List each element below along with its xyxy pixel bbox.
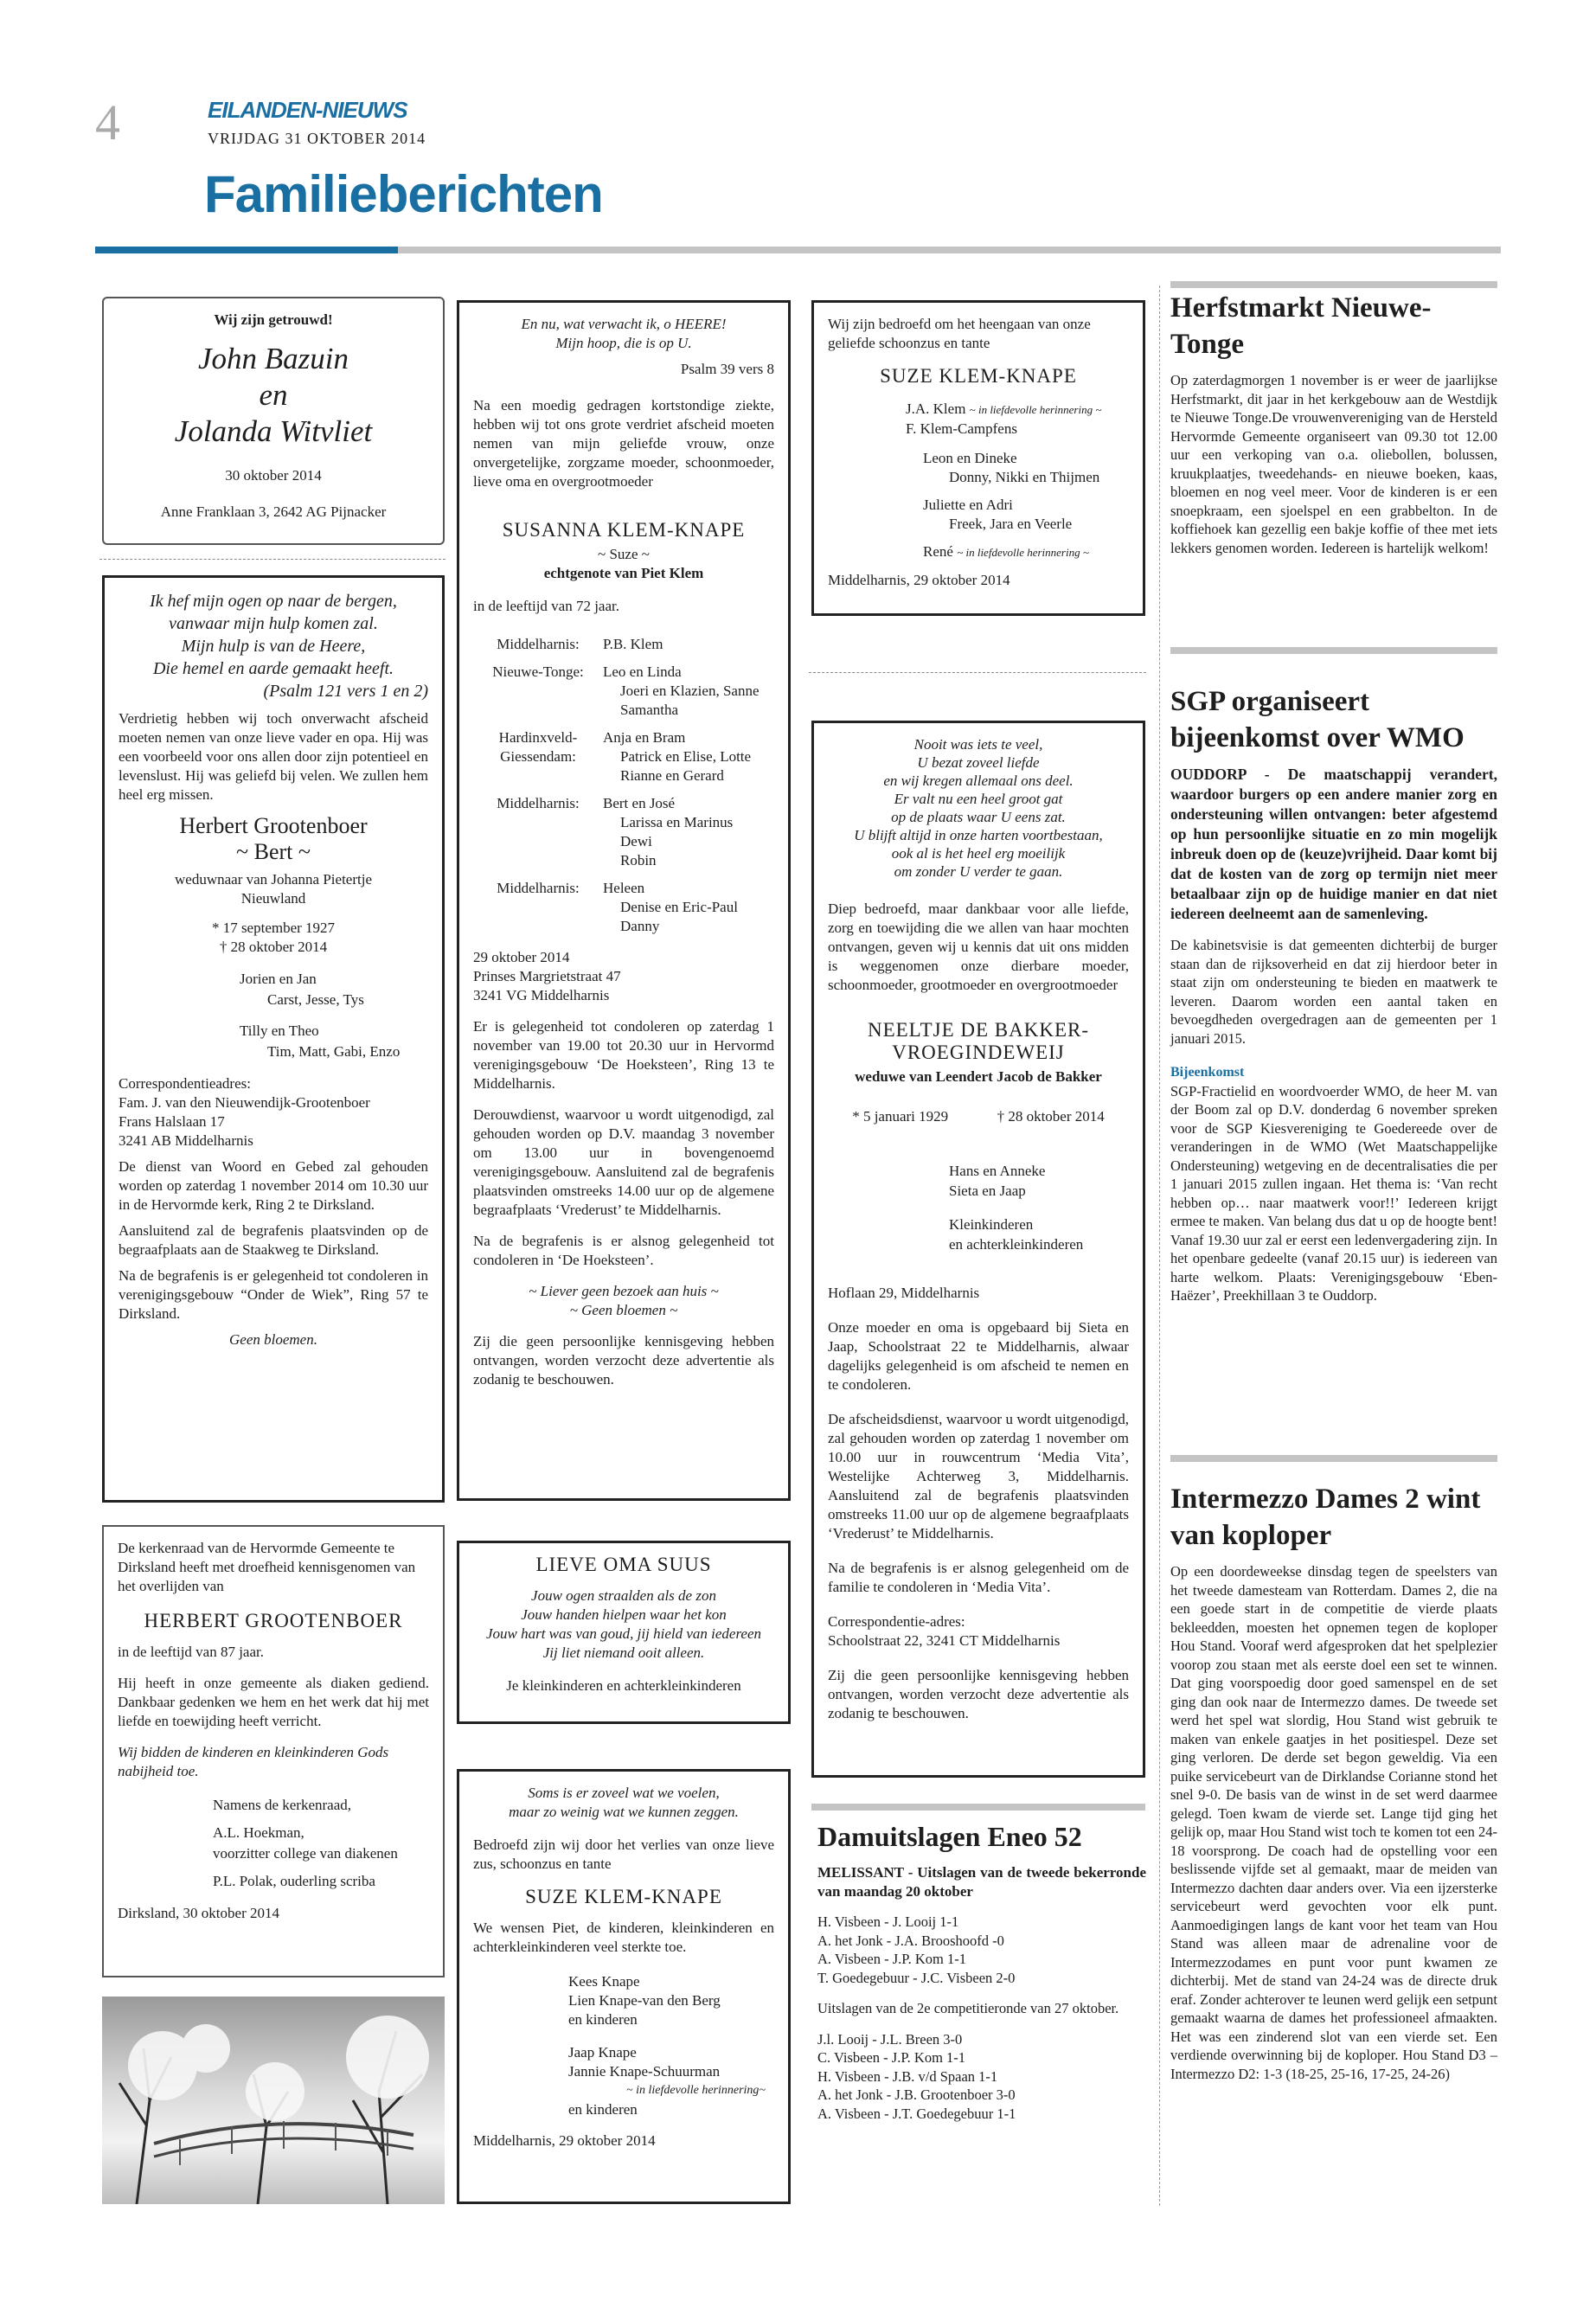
bride-name: Jolanda Witvliet bbox=[174, 414, 373, 448]
bert-nick: ~ Bert ~ bbox=[236, 839, 311, 864]
neeltje-intro: Diep bedroefd, maar dankbaar voor alle liefde, zorg en toewijding die we allen van haar mochten ontvangen, geven wij u kennis dat uit ons midden is weggenomen onze dierbare moeder, schoonmoeder, grootmoeder en overgrootmoeder bbox=[828, 901, 1129, 993]
section-title: Familieberichten bbox=[204, 165, 603, 223]
neeltje-service: De afscheidsdienst, waarvoor u wordt uitgenodigd, zal gehouden worden op zaterdag 1 november om 10.00 uur in rouwcentrum ‘Media Vita’, Westelijke Achterweg 3, Middelharnis. Aansluitend zal de begrafenis plaatsvinden omstreeks 11.00 uur op de algemene begraafplaats ‘Vrederust’ te Middelharnis. bbox=[828, 1411, 1129, 1541]
bert-service: De dienst van Woord en Gebed zal gehouden worden op zaterdag 1 november 2014 om 10.30 uur in de Hervormde kerk, Ring 2 te Dirksland. bbox=[119, 1158, 428, 1213]
bert-family: Jorien en Jan Carst, Jesse, Tys Tilly en Theo Tim, Matt, Gabi, Enzo bbox=[240, 971, 401, 1060]
wedding-date: 30 oktober 2014 bbox=[225, 467, 322, 484]
neeltje-notice: Zij die geen persoonlijke kennisgeving hebben ontvangen, worden verzocht deze advertentie als zodanig te beschouwen. bbox=[828, 1667, 1129, 1721]
dam-rule bbox=[811, 1804, 1145, 1811]
bert-intro: Verdrietig hebben wij toch onverwacht afscheid moeten nemen van onze lieve vader en opa. Hij was een voorbeeld voor ons allen door zijn potentieel en levenslust. Hij was geliefd bij velen. We zullen hem heel erg missen. bbox=[119, 710, 428, 803]
susanna-visit: ~ Liever geen bezoek aan huis ~ ~ Geen bloemen ~ bbox=[529, 1283, 719, 1318]
sgp-rule bbox=[1170, 647, 1497, 654]
wedding-address: Anne Franklaan 3, 2642 AG Pijnacker bbox=[160, 503, 387, 520]
susanna-verse: En nu, wat verwacht ik, o HEERE! Mijn hoop, die is op U. bbox=[521, 316, 727, 351]
kerkenraad-place: Dirksland, 30 oktober 2014 bbox=[118, 1905, 279, 1921]
neeltje-dates: * 5 januari 1929 † 28 oktober 2014 bbox=[852, 1108, 1105, 1125]
oma-ad bbox=[457, 1541, 791, 1724]
oma-verse: Jouw ogen straalden als de zon Jouw handen hielpen waar het kon Jouw hart was van goud, jij hield van iedereen Jij liet niemand ooit alleen. bbox=[485, 1587, 762, 1661]
dames-article bbox=[1170, 1481, 1497, 2083]
susanna-ref: Psalm 39 vers 8 bbox=[680, 361, 774, 377]
suze2-family: J.A. Klem ~ in liefdevolle herinnering ~ F. Klem-Campfens Leon en Dineke Donny, Nikki en Thijmen Juliette en Adri Freek, Jara en Veerle René ~ in liefdevolle herinnering ~ bbox=[906, 401, 1102, 560]
suze2-intro: Wij zijn bedroefd om het heengaan van onze geliefde schoonzus en tante bbox=[828, 316, 1091, 351]
dames-rule bbox=[1170, 1455, 1497, 1462]
kerkenraad-text: Hij heeft in onze gemeente als diaken gediend. Dankbaar gedenken we hem en het werk dat hij met liefde en toewijding heeft verricht. bbox=[118, 1675, 429, 1729]
herfst-title: Herfstmarkt Nieuwe-Tonge bbox=[1170, 292, 1432, 360]
kerkenraad-wish: Wij bidden de kinderen en kleinkinderen Gods nabijheid toe. bbox=[118, 1744, 389, 1779]
kerkenraad-ad bbox=[102, 1525, 445, 1977]
winter-photo bbox=[102, 1997, 445, 2204]
kerkenraad-sign: Namens de kerkenraad, A.L. Hoekman, voorzitter college van diakenen P.L. Polak, ouderling scriba bbox=[213, 1797, 398, 1889]
bert-name: Herbert Grootenboer bbox=[179, 813, 368, 838]
susanna-family: Middelharnis: P.B. Klem Nieuwe-Tonge: Leo en Linda Joeri en Klazien, Sanne Samantha Hardinxveld-Giessendam: Anja en Bram Patrick en Elise, Lotte Rianne en Gerard Middelharnis: Bert en José Larissa en Marinus Dewi Robin Middelharnis: Heleen Denise en Eric-Paul Danny bbox=[492, 636, 760, 934]
herfst-rule bbox=[1170, 281, 1497, 288]
dames-title: Intermezzo Dames 2 wint van koploper bbox=[1170, 1484, 1481, 1551]
neeltje-verse: Nooit was iets te veel, U bezat zoveel liefde en wij kregen allemaal ons deel. Er valt nu een heel groot gat op de plaats waar U eens zat. U blijft altijd in onze harten voortbestaan, ook al is het heel erg moeilijk om zonder U verder te gaan. bbox=[854, 736, 1103, 880]
dam-title: Damuitslagen Eneo 52 bbox=[817, 1821, 1082, 1852]
susanna-age: in de leeftijd van 72 jaar. bbox=[473, 598, 619, 614]
sgp-p2: SGP-Fractielid en woordvoerder WMO, de heer M. van der Boom zal op D.V. donderdag 6 november spreken voor de SGP Kiesvereniging te Goedereede over de veranderingen in de WMO (Wet Maatschappelijke Ondersteuning) wetgeving en de decentralisaties die per 1 januari 2015 zullen ingaan. Het thema is: ‘Van recht hebben op… naar maatwerk voor!!’ Iedereen krijgt ermee te maken. Van belang dus dat u op de hoogte bent! Vanaf 19.30 uur zal er eerst een ledenvergadering zijn. In het openbare gedeelte (vanaf 20.15 uur) is iedereen van harte welkom. Plaats: Verenigingsgebouw ‘Eben-Haëzer’, Preekhillaan 3 te Ouddorp. bbox=[1170, 1082, 1497, 1304]
bert-flowers: Geen bloemen. bbox=[229, 1331, 317, 1348]
dam-lead: MELISSANT - Uitslagen van de tweede bekerronde van maandag 20 oktober bbox=[817, 1864, 1146, 1900]
sgp-lead: OUDDORP - De maatschappij verandert, waardoor burgers op een andere manier zorg en ondersteuning willen ontvangen: beter afgestemd op hun persoonlijke situatie en zo min mogelijk inbreuk doen op de (keuze)vrijheid. Daar komt bij dat de kosten van de zorg op termijn niet meer betaalbaar zijn op de huidige manier en dat niet iedereen deelneemt aan de samenleving. bbox=[1170, 766, 1497, 922]
groom-name: John Bazuin bbox=[197, 342, 349, 375]
sgp-p1: De kabinetsvisie is dat gemeenten dichterbij de burger staan dan de rijksoverheid en dat zij hierdoor beter in staat zijn om ondersteuning te bieden en maatwerk te leveren. Daarom worden een aantal taken en bevoegdheden overgedragen aan de gemeenten per 1 januari 2015. bbox=[1170, 937, 1497, 1047]
neeltje-after: Na de begrafenis is er alsnog gelegenheid om de familie te condoleren in ‘Media Vita’. bbox=[828, 1560, 1129, 1595]
wedding-heading: Wij zijn getrouwd! bbox=[214, 311, 333, 328]
susanna-name: SUSANNA KLEM-KNAPE bbox=[502, 519, 746, 541]
susanna-spouse: echtgenote van Piet Klem bbox=[543, 565, 704, 581]
oma-sign: Je kleinkinderen en achterkleinkinderen bbox=[506, 1677, 741, 1694]
zus-family: Kees Knape Lien Knape-van den Berg en kinderen Jaap Knape Jannie Knape-Schuurman ~ in liefdevolle herinnering~ en kinderen bbox=[568, 1973, 766, 2118]
sgp-subhead: Bijeenkomst bbox=[1170, 1065, 1245, 1080]
neeltje-spouse: weduwe van Leendert Jacob de Bakker bbox=[855, 1068, 1102, 1085]
suze2-place: Middelharnis, 29 oktober 2014 bbox=[828, 572, 1010, 588]
page-number: 4 bbox=[95, 94, 120, 151]
suze2-ad bbox=[811, 300, 1145, 616]
susanna-notice: Zij die geen persoonlijke kennisgeving hebben ontvangen, worden verzocht deze advertentie als zodanig te beschouwen. bbox=[473, 1333, 774, 1388]
susanna-after: Na de begrafenis is er alsnog gelegenheid tot condoleren in ‘De Hoeksteen’. bbox=[473, 1233, 774, 1268]
zus-ad bbox=[457, 1769, 791, 2204]
susanna-address: 29 oktober 2014 Prinses Margrietstraat 47 3241 VG Middelharnis bbox=[473, 949, 621, 1003]
zus-place: Middelharnis, 29 oktober 2014 bbox=[473, 2132, 656, 2149]
bert-died: † 28 oktober 2014 bbox=[219, 939, 328, 955]
divider bbox=[809, 672, 1146, 673]
wedding-ad bbox=[102, 297, 445, 545]
susanna-service: Derouwdienst, waarvoor u wordt uitgenodigd, zal gehouden worden op D.V. maandag 3 november om 13.00 uur in bovengenoemd verenigingsgebouw. Aansluitend zal de begrafenis plaatsvinden omstreeks 14.00 uur op de algemene begraafplaats ‘Vrederust’ te Middelharnis. bbox=[473, 1106, 774, 1218]
dames-text: Op een doordeweekse dinsdag tegen de speelsters van het tweede damesteam van Rotterdam. Dames 2, die na een goede start in de competitie de vierde plaats bekleedden, moesten het opnemen tegen de koploper Hou Stand. Vooraf werd afgesproken dat het spelplezier voorop zou staan met als eerste doel een set te winnen. Dat ging voorspoedig door goed samenspel en de set ging dan ook naar de Intermezzo dames. De tweede set werd het spel wat slordig, Hou Stand wist gebruik te maken van enkele gaatjes in het positiespel. Deze set ging verloren. De derde set begon geweldig. Via een puike servicebeurt van de Dirklandse Corianne stond het snel 9-0. De basis van de winst in de set werd daarmee gelegd. Toen kwam de vierde set. Lange tijd ging het gelijk op, maar Hou Stand wist toch te komen tot een 24-18 voorsprong. De coach had de opstelling voor een beslissende vijfde set al gemaakt, maar de meiden van Intermezzo dachten daar anders over. Via een ijzersterke servicebeurt werd gevochten voor elk punt. Aanmoedigingen langs de kant voor het team van Hou Stand was alleen maar de adrenaline voor de Intermezzodames en punt voor punt kwamen ze dichterbij. Met de stand van 24-24 was de directe druk eraf. Zonder achterover te leunen werd gelijk een setpunt gemaakt waarna de dames het professioneel afmaakten. Het was een zinderend slot van een vierde set. Een verdiende overwinning bij de koploper. Hou Stand D3 – Intermezzo D2: 1-3 (18-25, 25-16, 17-25, 24-26) bbox=[1170, 1563, 1497, 2082]
dam-article bbox=[817, 1818, 1146, 2123]
divider bbox=[99, 559, 445, 560]
bert-spouse: weduwnaar van Johanna Pietertje Nieuwland bbox=[175, 871, 372, 907]
bert-ad bbox=[102, 575, 445, 1503]
zus-wish: We wensen Piet, de kinderen, kleinkinderen en achterkleinkinderen veel sterkte toe. bbox=[473, 1920, 774, 1955]
neeltje-corr: Correspondentie-adres: Schoolstraat 22, 3241 CT Middelharnis bbox=[828, 1613, 1061, 1649]
wedding-and: en bbox=[259, 378, 288, 412]
bert-condole: Na de begrafenis is er gelegenheid tot condoleren in verenigingsgebouw “Onder de Wiek”, Ring 57 te Dirksland. bbox=[119, 1267, 428, 1322]
dam-round2: J.l. Looij - J.L. Breen 3-0 C. Visbeen - J.P. Kom 1-1 H. Visbeen - J.B. v/d Spaan 1-1 A. het Jonk - J.B. Grootenboer 3-0 A. Visbeen - J.T. Goedegebuur 1-1 bbox=[817, 2030, 1016, 2122]
neeltje-ad bbox=[811, 721, 1145, 1778]
dam-round1: H. Visbeen - J. Looij 1-1 A. het Jonk - J.A. Brooshoofd -0 A. Visbeen - J.P. Kom 1-1 T. Goedegebuur - J.C. Visbeen 2-0 bbox=[817, 1913, 1016, 1986]
issue-date: VRIJDAG 31 OKTOBER 2014 bbox=[208, 130, 426, 147]
sgp-title: SGP organiseert bijeenkomst over WMO bbox=[1170, 686, 1465, 753]
kerkenraad-age: in de leeftijd van 87 jaar. bbox=[118, 1644, 264, 1660]
header-rule-accent bbox=[95, 247, 398, 253]
suze2-name: SUZE KLEM-KNAPE bbox=[880, 365, 1077, 387]
zus-verse: Soms is er zoveel wat we voelen, maar zo weinig wat we kunnen zeggen. bbox=[509, 1785, 739, 1820]
susanna-ad bbox=[457, 300, 791, 1501]
bert-burial: Aansluitend zal de begrafenis plaatsvinden op de begraafplaats aan de Staakweg te Dirksland. bbox=[119, 1222, 428, 1258]
bert-born: * 17 september 1927 bbox=[211, 920, 336, 936]
susanna-intro: Na een moedig gedragen kortstondige ziekte, hebben wij tot ons grote verdriet afscheid moeten nemen van mijn geliefde vrouw, onze onvergetelijke, zorgzame moeder, schoonmoeder, lieve oma en overgrootmoeder bbox=[473, 397, 774, 490]
kerkenraad-name: HERBERT GROOTENBOER bbox=[144, 1610, 403, 1631]
susanna-condole: Er is gelegenheid tot condoleren op zaterdag 1 november van 19.00 tot 20.30 uur in Hervormd verenigingsgebouw ‘De Hoeksteen’, Ring 13 te Middelharnis. bbox=[473, 1018, 774, 1092]
sgp-article bbox=[1170, 683, 1497, 1305]
column-divider bbox=[1159, 285, 1160, 2206]
dam-mid: Uitslagen van de 2e competitieronde van 27 oktober. bbox=[817, 2000, 1119, 2016]
neeltje-address: Hoflaan 29, Middelharnis bbox=[828, 1285, 980, 1301]
kerkenraad-intro: De kerkenraad van de Hervormde Gemeente te Dirksland heeft met droefheid kennisgenomen van het overlijden van bbox=[118, 1540, 416, 1594]
neeltje-info: Onze moeder en oma is opgebaard bij Sieta en Jaap, Schoolstraat 22 te Middelharnis, alwaar dagelijks gelegenheid is om afscheid te nemen en te condoleren. bbox=[828, 1319, 1129, 1393]
zus-intro: Bedroefd zijn wij door het verlies van onze lieve zus, schoonzus en tante bbox=[473, 1836, 774, 1872]
herfst-article bbox=[1170, 290, 1497, 557]
bert-correspondence: Correspondentieadres: Fam. J. van den Nieuwendijk-Grootenboer Frans Halslaan 17 3241 AB Middelharnis bbox=[119, 1075, 370, 1149]
neeltje-name: NEELTJE DE BAKKER- VROEGINDEWEIJ bbox=[867, 1019, 1090, 1063]
paper-logo: EILANDEN-NIEUWS bbox=[208, 97, 407, 123]
susanna-nick: ~ Suze ~ bbox=[598, 546, 650, 562]
bert-verse: Ik hef mijn ogen op naar de bergen, vanwaar mijn hulp komen zal. Mijn hulp is van de Heere, Die hemel en aarde gemaakt heeft. (Psalm 121 vers 1 en 2) bbox=[150, 592, 428, 701]
zus-name: SUZE KLEM-KNAPE bbox=[525, 1886, 722, 1907]
oma-title: LIEVE OMA SUUS bbox=[535, 1554, 712, 1575]
neeltje-family: Hans en Anneke Sieta en Jaap Kleinkinderen en achterkleinkinderen bbox=[949, 1163, 1084, 1253]
herfst-text: Op zaterdagmorgen 1 november is er weer de jaarlijkse Herfstmarkt, dit jaar in het kerkgebouw aan de Westdijk te Nieuwe Tonge.De vrouwenvereniging van de Hersteld Hervormde Gemeente organiseert van 09.30 tot 12.00 uur een verkoping van o.a. oliebollen, bolussen, kruukplaatjes, tweedehands- en nieuwe boeken, kaas, bloemen en nog veel meer. Voor de kinderen is er een snoepkraam, een sjoelspel en een grabbelton. In de koffiehoek kan gezellig een bakje koffie of thee met iets lekkers genomen worden. Iedereen is hartelijk welkom! bbox=[1170, 372, 1497, 556]
